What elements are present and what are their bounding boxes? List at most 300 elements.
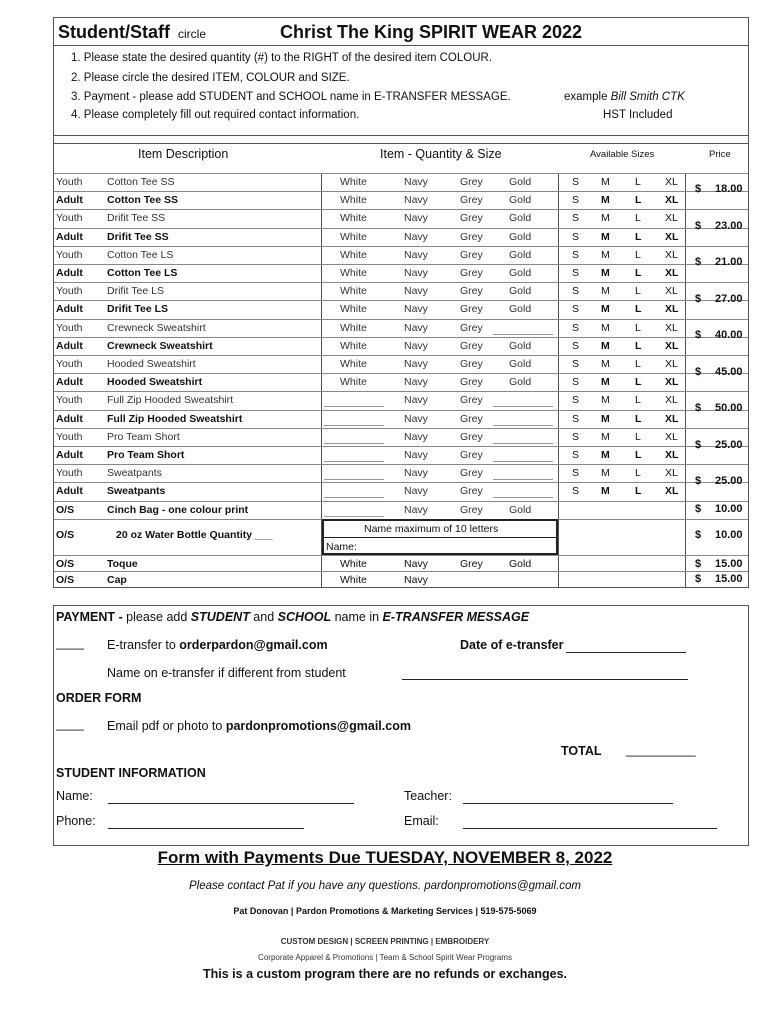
colour-blank (324, 497, 384, 498)
colour-option[interactable]: White (340, 194, 367, 207)
size-option[interactable]: S (572, 321, 580, 334)
currency-symbol: $ (695, 329, 702, 341)
cap-row[interactable] (54, 571, 748, 589)
colour-option[interactable]: Gold (509, 248, 532, 261)
price-value: 27.00 (715, 292, 743, 305)
colour-option[interactable]: Navy (404, 394, 428, 407)
item-description[interactable]: Drifit Tee SS (107, 212, 166, 225)
price-value: 25.00 (715, 438, 743, 451)
name-on-etransfer-field[interactable] (402, 679, 688, 680)
colour-option[interactable]: Gold (509, 358, 532, 370)
name-on-etransfer-label: Name on e-transfer if different from student (107, 666, 346, 680)
colour-option[interactable]: Grey (460, 230, 483, 243)
colour-option[interactable]: White (340, 285, 367, 298)
cap-colour[interactable]: White (340, 574, 367, 586)
colour-option[interactable]: Grey (460, 212, 483, 225)
colour-option[interactable]: Gold (509, 230, 532, 243)
date-label: Date of e-transfer (460, 638, 564, 652)
currency-symbol: $ (695, 219, 702, 232)
student-staff-label: Student/Staff (58, 22, 170, 42)
currency-symbol: $ (695, 183, 702, 195)
colour-option[interactable]: Navy (404, 230, 428, 243)
size-option[interactable]: S (572, 248, 580, 261)
age-group: Youth (56, 321, 83, 334)
currency-symbol: $ (695, 438, 702, 451)
colour-option[interactable]: Gold (509, 267, 532, 279)
email-address[interactable]: pardonpromotions@gmail.com (225, 719, 411, 733)
example-label: example (564, 91, 608, 103)
instruction-2: 2. Please circle the desired ITEM, COLOUR and SIZE. (71, 72, 350, 84)
currency-symbol: $ (695, 365, 702, 378)
size-option[interactable]: S (572, 430, 580, 443)
size-option[interactable]: L (635, 412, 642, 425)
hst-note: HST Included (603, 109, 673, 121)
size-option[interactable]: XL (665, 303, 679, 316)
name-max-label: Name maximum of 10 letters (364, 523, 499, 535)
size-option[interactable]: L (635, 358, 641, 370)
cap-age: O/S (56, 574, 75, 586)
age-group: Youth (56, 212, 83, 225)
table-row[interactable] (54, 246, 748, 264)
etransfer-check[interactable]: ____ (56, 636, 84, 650)
age-group: Youth (56, 430, 83, 443)
colour-option[interactable]: Navy (404, 267, 428, 279)
available-sizes-header: Available Sizes (590, 149, 655, 160)
item-description[interactable]: Cotton Tee SS (107, 194, 178, 207)
due-date-heading: Form with Payments Due TUESDAY, NOVEMBER 8, 2022 (157, 848, 613, 867)
colour-option[interactable]: Navy (404, 376, 428, 389)
size-option[interactable]: M (601, 430, 610, 443)
age-group: O/S (56, 503, 75, 516)
age-group: Adult (56, 194, 83, 207)
total-field[interactable]: __________ (626, 743, 696, 757)
item-description[interactable]: Cotton Tee SS (107, 176, 175, 188)
size-option[interactable]: XL (665, 248, 678, 261)
size-option[interactable]: M (601, 212, 610, 225)
table-row[interactable] (54, 428, 748, 446)
colour-option[interactable]: Navy (404, 503, 428, 516)
item-description[interactable]: Hooded Sweatshirt (107, 358, 196, 370)
age-group: Adult (56, 449, 83, 461)
size-option[interactable]: M (601, 248, 610, 261)
size-option[interactable]: M (601, 358, 610, 370)
instruction-1: 1. Please state the desired quantity (#) to the RIGHT of the desired item COLOUR. (71, 52, 493, 64)
age-group: Adult (56, 303, 83, 316)
size-option[interactable]: M (601, 230, 610, 243)
item-description[interactable]: Sweatpants (107, 467, 162, 480)
colour-option[interactable]: White (340, 212, 367, 225)
size-option[interactable]: L (635, 194, 642, 207)
size-option[interactable]: M (601, 285, 610, 298)
size-option[interactable]: XL (665, 321, 678, 334)
price-value: 18.00 (715, 183, 743, 195)
colour-blank (493, 497, 553, 498)
colour-option[interactable]: White (340, 376, 367, 389)
colour-blank (324, 461, 384, 462)
currency-symbol: $ (695, 573, 702, 585)
age-group: Youth (56, 248, 83, 261)
size-option[interactable]: S (572, 485, 580, 498)
size-option[interactable]: M (601, 321, 610, 334)
bottle-name-box[interactable] (322, 519, 558, 555)
size-option[interactable]: L (635, 449, 642, 461)
age-group: Adult (56, 267, 83, 279)
colour-option[interactable]: Grey (460, 285, 483, 298)
toque-colour[interactable]: Gold (509, 558, 532, 570)
table-row[interactable] (54, 300, 748, 318)
table-row[interactable] (54, 482, 748, 500)
colour-option[interactable]: Gold (509, 212, 532, 225)
price-value: 40.00 (715, 329, 743, 341)
colour-option[interactable]: Navy (404, 485, 428, 498)
email-field-label: Email: (404, 814, 439, 828)
payment-heading-c: STUDENT (190, 610, 250, 624)
size-option[interactable]: S (572, 412, 580, 425)
size-option[interactable]: XL (665, 230, 679, 243)
colour-blank (493, 461, 553, 462)
size-option[interactable]: XL (665, 194, 679, 207)
item-description[interactable]: Sweatpants (107, 485, 166, 498)
bottle-age: O/S (56, 529, 75, 541)
colour-option[interactable]: Grey (460, 358, 483, 370)
colour-option[interactable]: White (340, 303, 367, 316)
item-description-header: Item Description (138, 147, 229, 161)
size-option[interactable]: S (572, 449, 580, 461)
colour-option[interactable]: Navy (404, 285, 428, 298)
teacher-field[interactable] (463, 803, 673, 804)
name-field-label: Name: (326, 541, 357, 553)
size-option[interactable]: XL (665, 467, 678, 480)
price-divider (685, 246, 748, 247)
price-header: Price (709, 149, 731, 160)
colour-blank (324, 425, 384, 426)
name-label: Name: (56, 789, 93, 803)
toque-colour[interactable]: White (340, 558, 367, 570)
colour-option[interactable]: White (340, 358, 367, 370)
item-description[interactable]: Full Zip Hooded Sweatshirt (107, 412, 243, 425)
size-option[interactable]: XL (665, 449, 679, 461)
size-option[interactable]: M (601, 467, 610, 480)
item-description[interactable]: Pro Team Short (107, 449, 185, 461)
cap-colour[interactable]: Navy (404, 574, 428, 586)
colour-option[interactable]: Gold (509, 285, 532, 298)
colour-option[interactable]: Grey (460, 503, 483, 516)
price-value: 25.00 (715, 475, 743, 487)
colour-option[interactable]: Navy (404, 303, 428, 316)
table-row[interactable] (54, 173, 748, 191)
age-group: Youth (56, 358, 83, 370)
size-option[interactable]: L (635, 212, 641, 225)
item-table (53, 173, 749, 588)
size-option[interactable]: XL (665, 267, 679, 279)
price-value: 10.00 (715, 529, 743, 541)
size-option[interactable]: L (635, 430, 641, 443)
colour-option[interactable]: Grey (460, 267, 483, 279)
date-field[interactable] (566, 652, 686, 653)
price-divider (685, 464, 748, 465)
size-option[interactable]: M (601, 394, 610, 407)
colour-option[interactable]: Gold (509, 339, 532, 352)
circle-hint: circle (178, 27, 207, 41)
size-option[interactable]: XL (665, 176, 678, 188)
colour-option[interactable]: Gold (509, 194, 532, 207)
table-row[interactable] (54, 391, 748, 409)
price-value: 23.00 (715, 219, 743, 232)
colour-option[interactable]: Navy (404, 321, 428, 334)
colour-blank (324, 443, 384, 444)
item-description[interactable]: Cotton Tee LS (107, 248, 174, 261)
size-option[interactable]: L (635, 176, 641, 188)
form-title: Christ The King SPIRIT WEAR 2022 (280, 22, 583, 42)
etransfer-email[interactable]: orderpardon@gmail.com (179, 638, 328, 652)
size-option[interactable]: XL (665, 358, 678, 370)
colour-option[interactable]: Grey (460, 303, 483, 316)
payment-heading-e: SCHOOL (277, 610, 332, 624)
colour-option[interactable]: Navy (404, 467, 428, 480)
size-option[interactable]: XL (665, 394, 678, 407)
size-option[interactable]: L (635, 467, 641, 480)
item-description[interactable]: Cinch Bag - one colour print (107, 503, 249, 516)
colour-option[interactable]: Grey (460, 412, 483, 425)
size-option[interactable]: S (572, 358, 580, 370)
currency-symbol: $ (695, 503, 702, 515)
colour-option[interactable]: Grey (460, 248, 483, 261)
instruction-3: 3. Payment - please add STUDENT and SCHOOL name in E-TRANSFER MESSAGE. (71, 91, 511, 103)
payment-heading (56, 610, 529, 624)
email-label: Email pdf or photo to (107, 719, 226, 733)
colour-option[interactable]: White (340, 248, 367, 261)
cap-desc: Cap (107, 574, 127, 586)
size-option[interactable]: S (572, 394, 580, 407)
payment-heading-f: name in (331, 610, 383, 624)
size-option[interactable]: XL (665, 376, 679, 389)
size-option[interactable]: S (572, 212, 580, 225)
price-divider (685, 355, 748, 356)
instruction-4: 4. Please completely fill out required contact information. (71, 109, 360, 121)
item-description[interactable]: Pro Team Short (107, 430, 180, 443)
size-option[interactable]: M (601, 176, 610, 188)
services-line: CUSTOM DESIGN | SCREEN PRINTING | EMBROIDERY (280, 937, 490, 946)
colour-option[interactable]: Navy (404, 412, 428, 425)
age-group: Youth (56, 176, 83, 188)
currency-symbol: $ (695, 475, 702, 487)
payment-heading-b: please add (126, 610, 191, 624)
colour-option[interactable]: White (340, 321, 367, 334)
age-group: Adult (56, 376, 83, 389)
table-row[interactable] (54, 319, 748, 337)
contact-note: Please contact Pat if you have any questions. pardonpromotions@gmail.com (188, 880, 582, 892)
colour-option[interactable]: Gold (509, 503, 532, 516)
total-label: TOTAL (561, 744, 602, 758)
example-value: Bill Smith CTK (610, 91, 685, 103)
colour-option[interactable]: Navy (404, 449, 428, 461)
item-description[interactable]: Drifit Tee LS (107, 285, 164, 298)
phone-field[interactable] (108, 828, 304, 829)
size-option[interactable]: L (635, 248, 641, 261)
colour-option[interactable]: Navy (404, 358, 428, 370)
toque-colour[interactable]: Navy (404, 558, 428, 570)
size-option[interactable]: S (572, 339, 580, 352)
email-line (107, 719, 411, 733)
size-option[interactable]: XL (665, 212, 678, 225)
size-option[interactable]: M (601, 303, 610, 316)
table-row[interactable] (54, 464, 748, 482)
size-option[interactable]: S (572, 467, 580, 480)
item-description[interactable]: Crewneck Sweatshirt (107, 321, 206, 334)
payment-section (53, 605, 749, 846)
student-staff-title[interactable] (58, 22, 206, 43)
divider (54, 45, 748, 46)
colour-option[interactable]: Grey (460, 467, 483, 480)
colour-option[interactable]: Gold (509, 376, 532, 389)
etransfer-line (107, 638, 328, 652)
price-divider (685, 282, 748, 283)
size-option[interactable]: L (635, 485, 642, 498)
currency-symbol: $ (695, 292, 702, 305)
colour-option[interactable]: Gold (509, 303, 532, 316)
programs-line: Corporate Apparel & Promotions | Team & School Spirit Wear Programs (258, 953, 512, 962)
table-row[interactable] (54, 501, 748, 519)
table-row[interactable] (54, 264, 748, 282)
currency-symbol: $ (695, 402, 702, 414)
colour-option[interactable]: Grey (460, 376, 483, 389)
colour-blank (493, 425, 553, 426)
price-divider (685, 209, 748, 210)
email-field[interactable] (463, 828, 717, 829)
order-header (53, 17, 749, 144)
email-check[interactable]: ____ (56, 717, 84, 731)
price-divider (685, 501, 748, 502)
colour-option[interactable]: Grey (460, 339, 483, 352)
toque-age: O/S (56, 558, 75, 570)
item-description[interactable]: Full Zip Hooded Sweatshirt (107, 394, 234, 407)
size-option[interactable]: M (601, 194, 610, 207)
colour-option[interactable]: Navy (404, 248, 428, 261)
size-option[interactable]: S (572, 376, 580, 389)
size-option[interactable]: L (635, 321, 641, 334)
colour-blank (324, 479, 384, 480)
name-field[interactable] (108, 803, 354, 804)
item-description[interactable]: Drifit Tee SS (107, 230, 169, 243)
quantity-size-header: Item - Quantity & Size (380, 147, 502, 161)
colour-option[interactable]: Grey (460, 485, 483, 498)
currency-symbol: $ (695, 529, 702, 541)
size-option[interactable]: M (601, 339, 610, 352)
colour-option[interactable]: Gold (509, 176, 532, 188)
size-option[interactable]: L (635, 303, 642, 316)
bottle-desc[interactable]: 20 oz Water Bottle Quantity ___ (116, 529, 273, 541)
colour-option[interactable]: White (340, 176, 367, 188)
currency-symbol: $ (695, 256, 702, 268)
colour-blank (324, 406, 384, 407)
row-divider (324, 537, 556, 538)
colour-option[interactable]: Grey (460, 430, 483, 443)
table-row[interactable] (54, 209, 748, 227)
price-divider (685, 428, 748, 429)
size-option[interactable]: M (601, 412, 610, 425)
size-option[interactable]: S (572, 176, 580, 188)
item-description[interactable]: Crewneck Sweatshirt (107, 339, 213, 352)
size-option[interactable]: S (572, 267, 580, 279)
size-option[interactable]: L (635, 376, 642, 389)
price-value: 15.00 (715, 573, 743, 585)
colour-blank (493, 479, 553, 480)
size-option[interactable]: S (572, 194, 580, 207)
age-group: Youth (56, 285, 83, 298)
age-group: Adult (56, 230, 83, 243)
colour-option[interactable]: Grey (460, 449, 483, 461)
size-option[interactable]: S (572, 230, 580, 243)
size-option[interactable]: L (635, 394, 641, 407)
table-row[interactable] (54, 355, 748, 373)
table-row[interactable] (54, 446, 748, 464)
colour-option[interactable]: Navy (404, 430, 428, 443)
colour-option[interactable]: Grey (460, 176, 483, 188)
size-option[interactable]: M (601, 449, 610, 461)
teacher-label: Teacher: (404, 789, 452, 803)
item-description[interactable]: Hooded Sweatshirt (107, 376, 203, 389)
table-row[interactable] (54, 373, 748, 391)
colour-option[interactable]: Navy (404, 176, 428, 188)
colour-option[interactable]: Grey (460, 194, 483, 207)
item-description[interactable]: Drifit Tee LS (107, 303, 169, 316)
example-text (564, 91, 685, 103)
size-option[interactable]: S (572, 285, 580, 298)
colour-blank (493, 334, 553, 335)
size-option[interactable]: L (635, 230, 642, 243)
toque-colour[interactable]: Grey (460, 558, 483, 570)
size-option[interactable]: S (572, 303, 580, 316)
colour-blank (493, 406, 553, 407)
policy-line: This is a custom program there are no refunds or exchanges. (203, 967, 567, 981)
size-option[interactable]: M (601, 267, 610, 279)
size-option[interactable]: L (635, 285, 641, 298)
size-option[interactable]: XL (665, 285, 678, 298)
colour-option[interactable]: Grey (460, 321, 483, 334)
size-option[interactable]: L (635, 267, 642, 279)
colour-option[interactable]: Navy (404, 212, 428, 225)
colour-option[interactable]: White (340, 230, 367, 243)
age-group: Youth (56, 467, 83, 480)
etransfer-label: E-transfer to (107, 638, 180, 652)
size-option[interactable]: XL (665, 485, 679, 498)
currency-symbol: $ (695, 558, 702, 570)
table-row[interactable] (54, 191, 748, 209)
size-option[interactable]: M (601, 376, 610, 389)
size-option[interactable]: XL (665, 339, 679, 352)
payment-heading-a: PAYMENT - (56, 610, 127, 624)
price-value: 50.00 (715, 402, 743, 414)
table-row[interactable] (54, 282, 748, 300)
colour-option[interactable]: White (340, 339, 367, 352)
size-option[interactable]: L (635, 339, 642, 352)
order-form-heading: ORDER FORM (56, 691, 142, 705)
table-row[interactable] (54, 410, 748, 428)
table-row[interactable] (54, 337, 748, 355)
size-option[interactable]: XL (665, 412, 679, 425)
colour-option[interactable]: Grey (460, 394, 483, 407)
table-row[interactable] (54, 228, 748, 246)
table-header-row (53, 135, 749, 174)
price-value: 10.00 (715, 503, 743, 515)
colour-option[interactable]: White (340, 267, 367, 279)
price-divider (685, 391, 748, 392)
colour-option[interactable]: Navy (404, 194, 428, 207)
colour-option[interactable]: Navy (404, 339, 428, 352)
size-option[interactable]: XL (665, 430, 678, 443)
size-option[interactable]: M (601, 485, 610, 498)
item-description[interactable]: Cotton Tee LS (107, 267, 178, 279)
